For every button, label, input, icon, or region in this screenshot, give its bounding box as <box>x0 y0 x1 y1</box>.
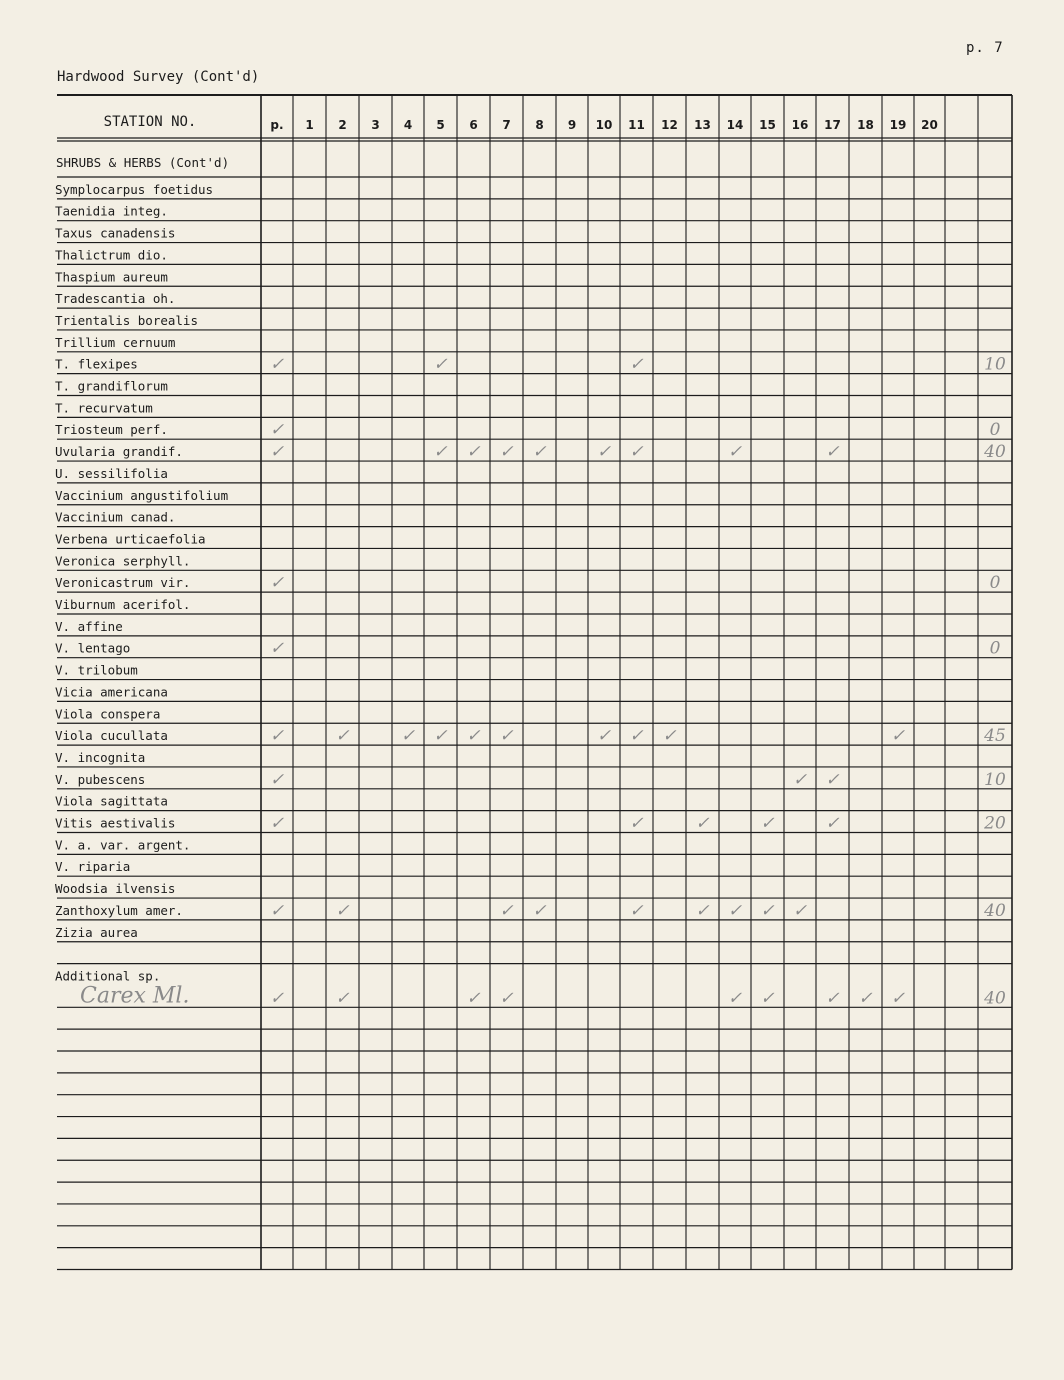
additional-species-label: Additional sp. <box>55 968 161 984</box>
species-name: Symplocarpus foetidus <box>55 181 214 197</box>
check-mark: ✓ <box>890 988 906 1009</box>
table-row <box>55 531 206 546</box>
check-mark: ✓ <box>499 988 514 1009</box>
check-mark: ✓ <box>760 988 775 1009</box>
table-row <box>55 488 228 503</box>
species-name: U. sessilifolia <box>55 465 168 481</box>
check-mark: ✓ <box>629 354 644 375</box>
check-mark: ✓ <box>532 442 547 463</box>
check-mark: ✓ <box>433 354 448 375</box>
station-column-header: 18 <box>857 118 874 132</box>
check-mark: ✓ <box>466 726 481 747</box>
check-mark: ✓ <box>269 988 285 1009</box>
table-row <box>55 182 213 197</box>
check-mark: ✓ <box>890 726 906 747</box>
table-row <box>55 226 175 241</box>
check-mark: ✓ <box>269 420 285 441</box>
check-mark: ✓ <box>727 900 743 921</box>
check-mark: ✓ <box>695 813 710 834</box>
species-name: Zizia aurea <box>55 924 138 940</box>
check-mark: ✓ <box>629 900 644 921</box>
station-column-header: 3 <box>371 118 380 132</box>
station-column-header: 10 <box>595 118 613 132</box>
check-mark: ✓ <box>433 442 448 463</box>
check-mark: ✓ <box>792 900 808 921</box>
table-row <box>55 204 168 219</box>
table-row <box>55 597 190 612</box>
species-name: Vaccinium angustifolium <box>55 487 229 503</box>
species-name: Taenidia integ. <box>55 203 168 219</box>
species-name: Triosteum perf. <box>55 422 168 438</box>
check-mark: ✓ <box>269 354 285 375</box>
table-row <box>55 814 1006 834</box>
total-value: 10 <box>984 354 1006 375</box>
check-mark: ✓ <box>792 769 808 790</box>
table-row <box>55 510 175 525</box>
total-value: 0 <box>989 638 1001 659</box>
check-mark: ✓ <box>825 988 840 1009</box>
station-column-header: 11 <box>628 118 645 132</box>
table-row <box>55 837 190 852</box>
table-row <box>55 400 153 415</box>
check-mark: ✓ <box>825 442 840 463</box>
total-value: 40 <box>984 900 1006 921</box>
table-row <box>55 859 130 874</box>
station-column-header: 17 <box>824 118 841 132</box>
table-row <box>55 291 175 306</box>
check-mark: ✓ <box>269 442 285 463</box>
check-mark: ✓ <box>727 988 743 1009</box>
station-column-header: p. <box>270 118 284 132</box>
check-mark: ✓ <box>532 900 547 921</box>
section-label: SHRUBS & HERBS (Cont'd) <box>56 155 230 170</box>
station-column-header: 7 <box>502 118 511 132</box>
check-mark: ✓ <box>269 726 285 747</box>
check-mark: ✓ <box>499 442 514 463</box>
station-column-header: 16 <box>791 118 809 132</box>
station-column-header: 1 <box>305 118 314 132</box>
station-number-label: STATION NO. <box>103 114 197 130</box>
station-column-header: 9 <box>567 118 577 132</box>
species-name: V. affine <box>55 618 123 634</box>
table-row <box>55 420 1001 440</box>
species-name: Viola cucullata <box>55 728 168 744</box>
species-name: V. pubescens <box>55 771 146 787</box>
check-mark: ✓ <box>269 573 285 594</box>
check-mark: ✓ <box>335 900 350 921</box>
check-mark: ✓ <box>825 769 840 790</box>
check-mark: ✓ <box>269 813 285 834</box>
check-mark: ✓ <box>499 900 514 921</box>
table-row <box>80 983 1006 1008</box>
handwritten-species-name: Carex Ml. <box>80 983 190 1009</box>
species-name: Viola sagittata <box>55 793 168 809</box>
table-row <box>55 794 168 809</box>
station-column-header: 15 <box>759 118 776 132</box>
table-body <box>55 155 1006 1008</box>
table-row <box>55 313 198 328</box>
species-name: Thalictrum dio. <box>55 247 168 263</box>
check-mark: ✓ <box>499 726 514 747</box>
check-mark: ✓ <box>629 726 644 747</box>
check-mark: ✓ <box>825 813 840 834</box>
species-name: V. incognita <box>55 749 146 765</box>
table-row <box>55 553 190 568</box>
species-name: Verbena urticaefolia <box>55 531 206 547</box>
survey-title: Hardwood Survey (Cont'd) <box>57 69 260 85</box>
total-value: 40 <box>984 988 1006 1009</box>
station-column-header: 13 <box>694 118 711 132</box>
table-row <box>55 750 145 765</box>
check-mark: ✓ <box>433 726 448 747</box>
check-mark: ✓ <box>695 900 710 921</box>
table-row <box>55 770 1006 790</box>
species-name: Thaspium aureum <box>55 269 168 285</box>
check-mark: ✓ <box>596 442 612 463</box>
check-mark: ✓ <box>662 726 677 747</box>
station-column-header: 8 <box>535 118 544 132</box>
species-name: T. grandiflorum <box>55 378 168 394</box>
check-mark: ✓ <box>466 442 481 463</box>
table-row <box>55 335 175 350</box>
check-mark: ✓ <box>760 900 775 921</box>
species-name: Vicia americana <box>55 684 168 700</box>
species-name: Veronica serphyll. <box>55 553 191 569</box>
species-name: Viburnum acerifol. <box>55 597 191 612</box>
check-mark: ✓ <box>335 726 350 747</box>
check-mark: ✓ <box>858 988 873 1009</box>
table-row <box>55 901 1006 921</box>
table-row <box>55 684 168 699</box>
check-mark: ✓ <box>760 813 775 834</box>
table-grid <box>57 95 1012 1270</box>
table-header <box>104 114 938 132</box>
table-row <box>55 881 175 896</box>
station-column-header: 4 <box>403 118 413 132</box>
station-column-header: 6 <box>469 118 478 132</box>
table-row <box>55 247 168 262</box>
table-row <box>55 379 168 394</box>
check-mark: ✓ <box>727 442 743 463</box>
table-row <box>55 466 168 481</box>
species-name: Zanthoxylum amer. <box>55 902 183 918</box>
species-name: Vaccinium canad. <box>55 509 176 525</box>
table-row <box>55 663 138 678</box>
species-name: Vitis aestivalis <box>55 815 176 831</box>
total-value: 20 <box>984 813 1006 834</box>
table-row <box>55 619 123 634</box>
station-column-header: 19 <box>889 118 907 132</box>
total-value: 45 <box>984 726 1006 747</box>
table-row <box>55 726 1006 746</box>
table-row <box>55 706 160 721</box>
check-mark: ✓ <box>269 900 285 921</box>
species-name: Trillium cernuum <box>55 334 176 350</box>
species-name: Woodsia ilvensis <box>55 881 176 897</box>
species-name: Trientalis borealis <box>55 312 198 328</box>
species-name: Viola conspera <box>55 706 161 722</box>
station-column-header: 2 <box>338 118 347 132</box>
table-row <box>55 639 1001 659</box>
check-mark: ✓ <box>629 813 644 834</box>
total-value: 0 <box>989 420 1001 441</box>
station-column-header: 12 <box>661 118 678 132</box>
check-mark: ✓ <box>269 638 285 659</box>
species-name: Uvularia grandif. <box>55 444 183 460</box>
species-name: V. a. var. argent. <box>55 837 191 853</box>
species-name: T. recurvatum <box>55 400 153 416</box>
species-name: Veronicastrum vir. <box>55 575 191 591</box>
table-row <box>55 442 1006 462</box>
check-mark: ✓ <box>466 988 481 1009</box>
species-name: V. trilobum <box>55 662 138 678</box>
species-name: Tradescantia oh. <box>55 291 176 307</box>
page-number: p. 7 <box>966 40 1004 56</box>
table-row <box>55 355 1006 375</box>
check-mark: ✓ <box>335 988 350 1009</box>
total-value: 10 <box>984 769 1006 790</box>
check-mark: ✓ <box>629 442 644 463</box>
species-name: V. riparia <box>55 859 131 875</box>
check-mark: ✓ <box>269 769 285 790</box>
table-row <box>55 269 168 284</box>
station-column-header: 20 <box>921 118 938 132</box>
table-row <box>55 925 138 940</box>
total-value: 0 <box>989 573 1001 594</box>
table-row <box>55 573 1001 593</box>
station-column-header: 5 <box>436 118 445 132</box>
species-name: T. flexipes <box>55 356 138 372</box>
check-mark: ✓ <box>400 726 416 747</box>
species-name: V. lentago <box>55 640 131 656</box>
station-column-header: 14 <box>726 118 744 132</box>
check-mark: ✓ <box>596 726 612 747</box>
species-name: Taxus canadensis <box>55 225 176 241</box>
total-value: 40 <box>984 442 1006 463</box>
